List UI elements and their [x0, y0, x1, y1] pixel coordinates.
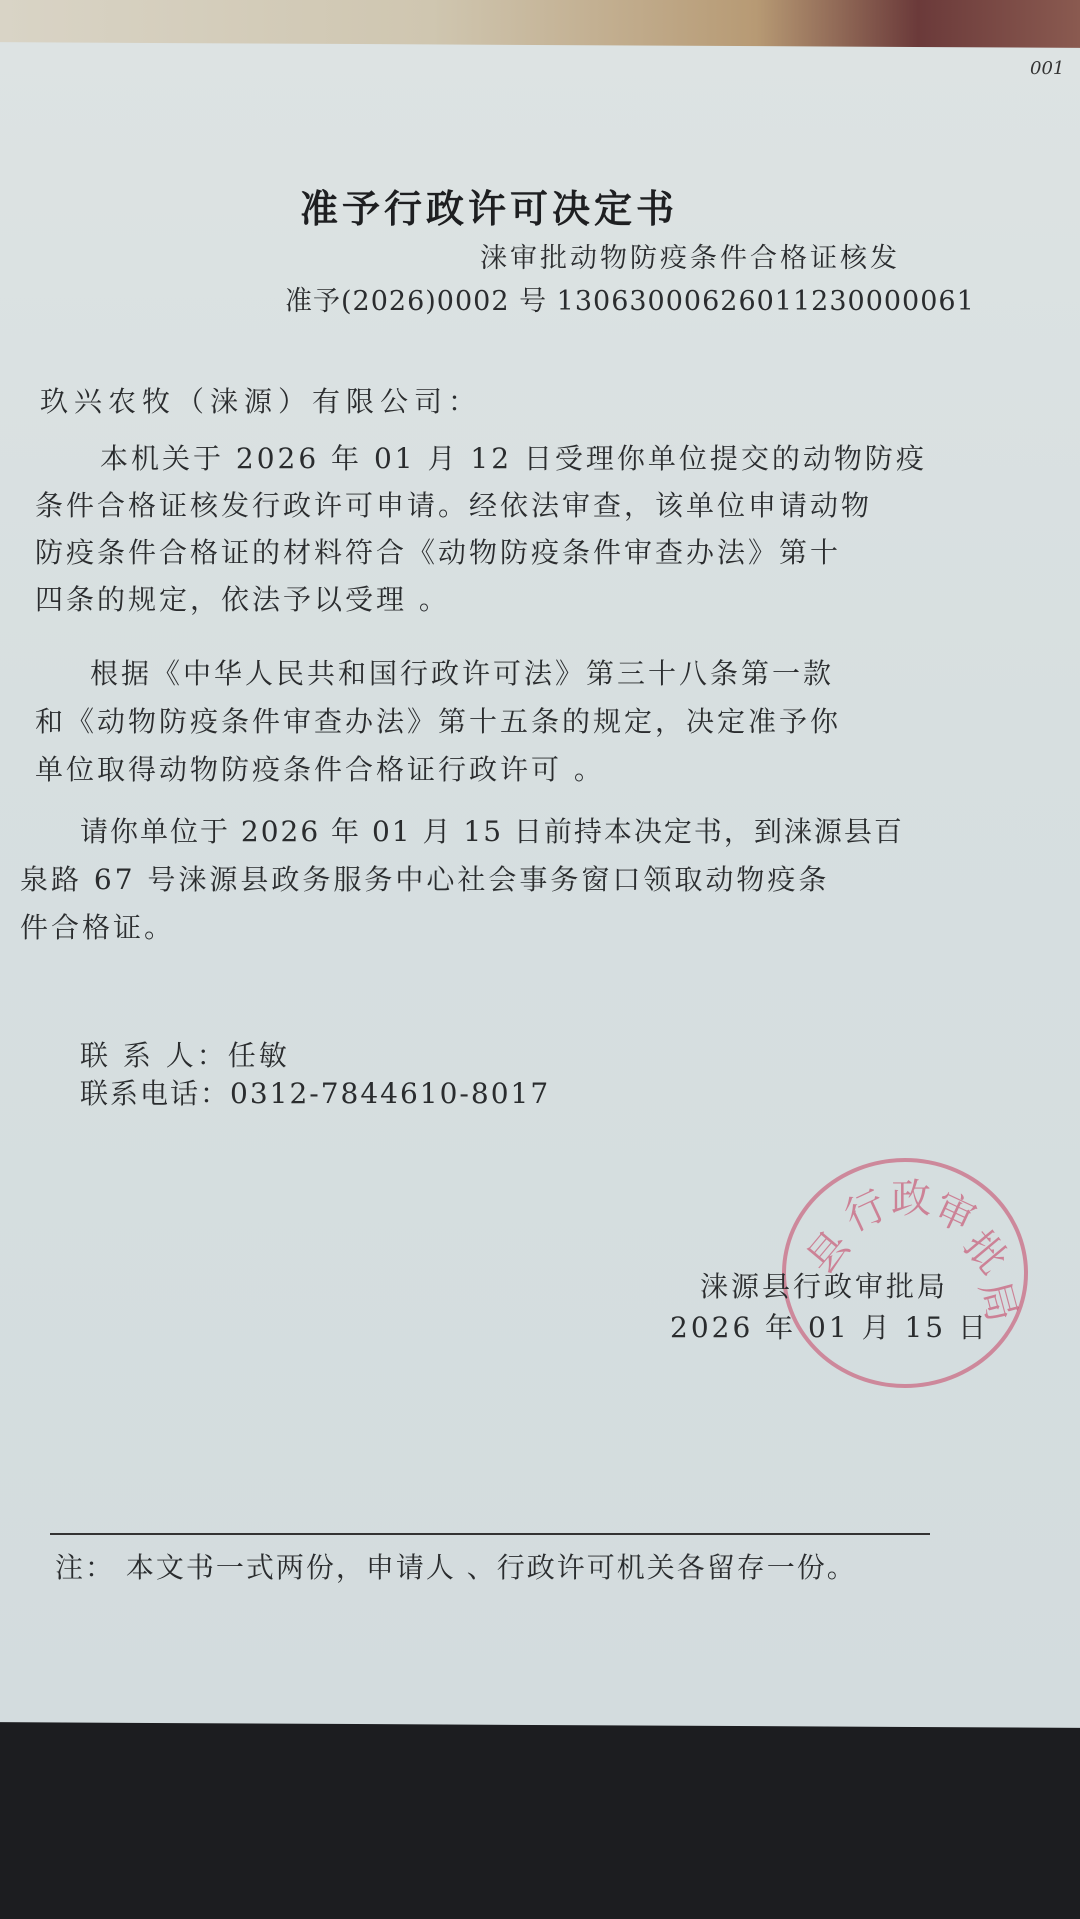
issuer-name: 涞源县行政审批局 — [700, 1270, 949, 1303]
official-seal: 县 行 政 审 批 局 — [782, 1158, 1028, 1388]
paragraph-line: 条件合格证核发行政许可申请。经依法审查，该单位申请动物 — [35, 489, 873, 522]
paragraph-line: 和《动物防疫条件审查办法》第十五条的规定，决定准予你 — [35, 705, 842, 738]
issue-date: 2026 年 01 月 15 日 — [670, 1311, 990, 1344]
paragraph-line: 防疫条件合格证的材料符合《动物防疫条件审查办法》第十 — [35, 536, 842, 569]
paragraph-line: 泉路 67 号涞源县政务服务中心社会事务窗口领取动物疫条 — [20, 863, 830, 896]
paragraph-line: 件合格证。 — [20, 911, 176, 944]
paragraph-line: 单位取得动物防疫条件合格证行政许可 。 — [35, 753, 605, 786]
footnote: 注： 本文书一式两份，申请人 、行政许可机关各留存一份。 — [55, 1551, 857, 1584]
paragraph-line: 请你单位于 2026 年 01 月 15 日前持本决定书，到涞源县百 — [80, 815, 904, 848]
divider-line — [50, 1533, 930, 1535]
contact-phone: 联系电话：0312-7844610-8017 — [80, 1077, 551, 1110]
document-title: 准予行政许可决定书 — [300, 186, 679, 231]
page-number: 001 — [1030, 58, 1065, 79]
contact-person: 联 系 人：任敏 — [80, 1039, 290, 1072]
paragraph-line: 本机关于 2026 年 01 月 12 日受理你单位提交的动物防疫 — [100, 442, 927, 475]
document-number: 准予(2026)0002 号 13063000626011230000061 — [285, 286, 975, 317]
document-subtitle: 涞审批动物防疫条件合格证核发 — [480, 243, 900, 274]
paragraph-line: 根据《中华人民共和国行政许可法》第三十八条第一款 — [90, 657, 835, 690]
paragraph-line: 四条的规定，依法予以受理 。 — [35, 583, 450, 616]
salutation: 玖兴农牧（涞源）有限公司： — [40, 385, 483, 418]
